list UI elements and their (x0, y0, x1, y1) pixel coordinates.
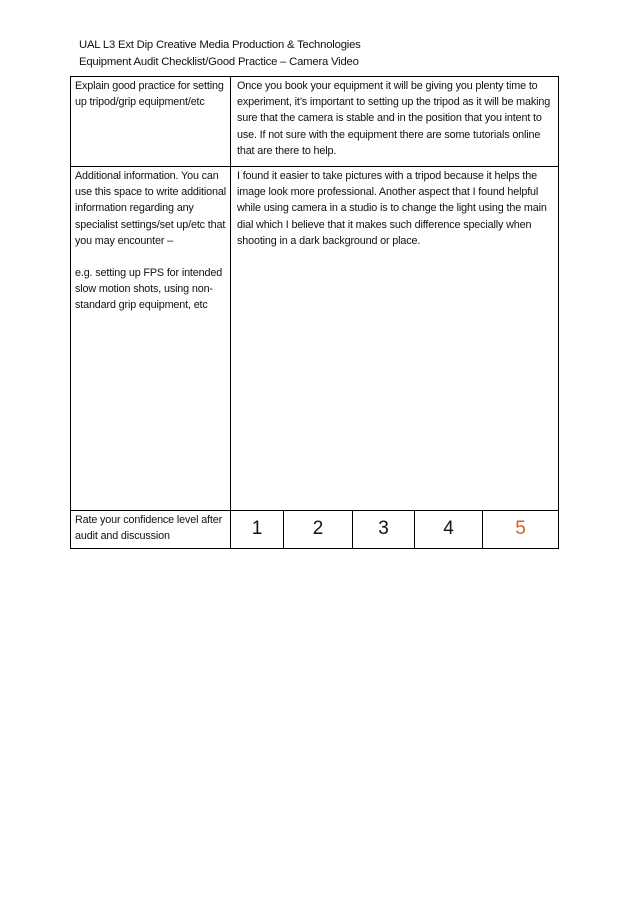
confidence-prompt: Rate your confidence level after audit and discussion (75, 514, 223, 543)
prompt-text: Explain good practice for setting up tripod/grip equipment/etc (75, 80, 224, 109)
checklist-table (70, 76, 559, 549)
answer-text: I found it easier to take pictures with a tripod because it helps the image look more professional. Another aspect that I found helpful while using camera in a studio is to change the light using the main dial which I believe that it makes such difference specially when shooting in a dark background or place. (237, 170, 547, 247)
document-header (79, 37, 361, 71)
answer-cell[interactable] (231, 167, 558, 510)
answer-cell[interactable] (231, 77, 558, 166)
answer-text: Once you book your equipment it will be giving you plenty time to experiment, it’s important to setting up the tripod as it will be making sure that the camera is stable and in the position that you intent to use. If not sure with the equipment there are some tutorials online that are there to help. (237, 80, 551, 157)
table-row (71, 167, 558, 511)
rating-option-4[interactable]: 4 (415, 511, 483, 548)
header-line-2: Equipment Audit Checklist/Good Practice – Camera Video (79, 56, 359, 68)
rating-option-3[interactable]: 3 (353, 511, 415, 548)
confidence-scale (231, 511, 558, 548)
rating-option-2[interactable]: 2 (284, 511, 353, 548)
prompt-example-text: e.g. setting up FPS for intended slow motion shots, using non-standard grip equipment, etc (75, 267, 223, 312)
header-line-1: UAL L3 Ext Dip Creative Media Production & Technologies (79, 39, 361, 51)
prompt-text: Additional information. You can use this space to write additional information regarding any specialist settings/set up/etc that you may encounter – (75, 170, 226, 247)
table-row (71, 77, 558, 167)
rating-option-1[interactable]: 1 (231, 511, 284, 548)
rating-option-5-selected[interactable]: 5 (515, 518, 526, 540)
prompt-cell (71, 511, 231, 548)
prompt-cell (71, 167, 231, 510)
confidence-row (71, 511, 558, 548)
prompt-cell (71, 77, 231, 166)
